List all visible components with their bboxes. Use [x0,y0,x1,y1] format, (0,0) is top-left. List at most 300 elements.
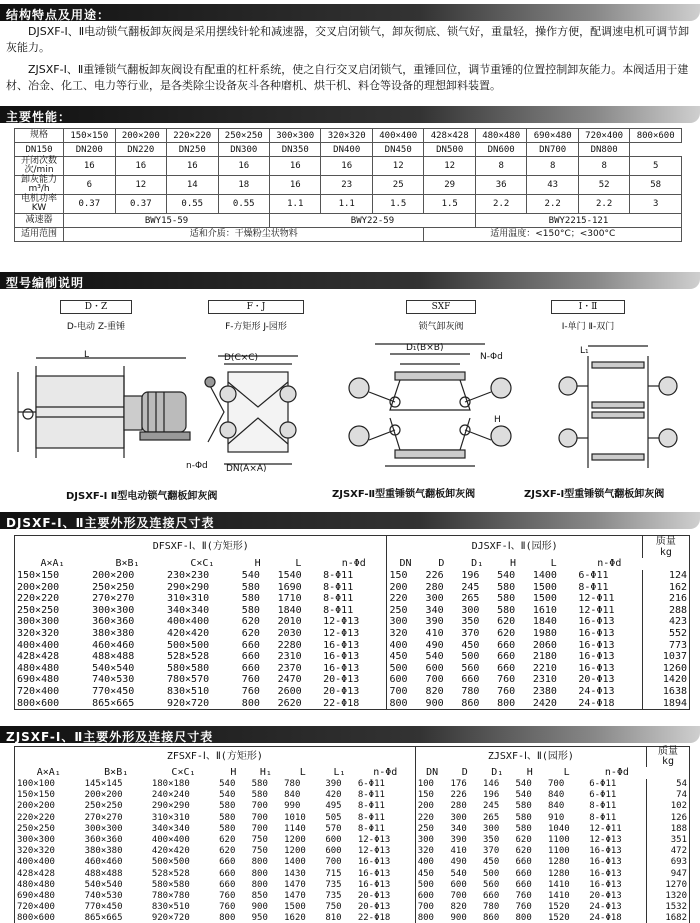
table-cell: 16-Φ13 [357,879,391,890]
table-cell: 8-Φ11 [589,812,617,823]
table-cell: 340×340 [151,823,190,834]
table-cell: 8-Φ11 [357,823,385,834]
table-cell: 16-Φ13 [578,651,615,663]
table-cell: 320×320 [17,627,60,639]
table-cell: 145×145 [84,779,123,789]
table-cell: 1200 [284,846,306,857]
perf-row-label: 规格 [15,129,64,143]
table-cell: 12-Φ11 [578,593,615,605]
table-cell: 310×310 [151,812,190,823]
table-row [15,869,690,880]
table-cell: 200×200 [84,790,123,801]
perf-cell: 0.55 [167,195,218,214]
table-cell: 1500 [532,581,557,593]
table-cell: 1420 [642,674,689,686]
table-cell: 22-Φ18 [323,697,360,709]
table-cell: 600 [387,674,424,686]
perf-cell: DN450 [372,143,423,157]
table-cell: 690×480 [17,674,60,686]
table-cell: 428×428 [17,651,60,663]
table-cell: 400×400 [17,857,55,868]
table-cell: 1610 [532,604,557,616]
table-cell: 620 [219,846,236,857]
column-header: D₁ [471,558,484,570]
table-cell: 700 [415,902,448,913]
table-cell: 620 [241,627,260,639]
table-cell: 8-Φ11 [323,593,354,605]
perf-cell: 43 [527,176,578,195]
table-cell: 490 [450,857,467,868]
table-cell: 947 [647,869,690,880]
table-cell: 600 [325,835,342,846]
table-cell: 380×380 [84,846,123,857]
table-cell: 1320 [647,891,690,902]
table-cell: 320 [387,628,424,640]
perf-cell: 12 [424,157,475,176]
perf-cell: DN400 [321,143,372,157]
table-cell: 8-Φ11 [357,790,385,801]
column-header: n-Φd [373,767,398,779]
electric-valve-drawing [14,352,204,472]
table-cell: 1260 [642,663,689,675]
table-cell: 450 [461,639,480,651]
table-cell: 1470 [284,879,306,890]
table-cell: 500×500 [151,857,190,868]
features-paragraph-2: ZJSXF-Ⅰ、Ⅱ重锤锁气翻板卸灰阀设有配重的杠杆系统，使之自行交叉启闭锁气，重锤回位，调节重锤的位置控制卸灰能力。本阀适用于建材、冶金、化工、电力等行业，是各类除尘设备灰斗各种磨机、烘干机、料仓等设备的理想卸料装置。 [6,63,689,92]
drawing-label-N: N-Φd [480,352,503,362]
table-cell: 580 [497,604,516,616]
table-cell: 102 [647,801,690,812]
table-cell: 1840 [532,616,557,628]
perf-cell: 16 [218,157,269,176]
model-box-type: SXF [406,300,476,314]
table-row [15,698,690,710]
table-cell: 900 [425,697,444,709]
table-cell: 500 [461,651,480,663]
table-cell: 220 [387,593,424,605]
drawing-label-D: D(C×C) [224,353,259,363]
table-cell: 22-Φ18 [357,913,391,923]
table-cell: 760 [497,685,516,697]
table-cell: 423 [642,616,689,628]
counterweight-valve-single-drawing [548,342,688,472]
table-cell: 693 [647,857,690,868]
table-cell: 700 [548,779,565,789]
table-cell: 840 [284,790,301,801]
table-row [15,663,690,675]
perf-cell: 23 [321,176,372,195]
table-cell: 2280 [277,639,302,651]
column-header: H [230,767,237,779]
table-cell: 8-Φ11 [357,801,385,812]
table-cell: 400×400 [17,639,60,651]
table-cell: 800 [251,879,268,890]
table-cell: 340 [450,823,467,834]
table-cell: 1682 [647,913,690,923]
column-header: DN [415,767,448,779]
perf-cell: 29 [424,176,475,195]
table-cell: 176 [450,779,467,789]
table-cell: 54 [647,779,690,790]
table-cell: 660 [483,891,500,902]
table-cell: 580 [251,779,268,789]
table-cell: 8-Φ11 [578,581,609,593]
scope-temp: 适用温度：<150°C；<300°C [424,228,682,242]
table-cell: 700 [251,823,268,834]
table-cell: 410 [425,627,444,639]
perf-cell: DN600 [475,143,526,157]
table-cell: 290×290 [166,581,210,593]
perf-cell: 0.55 [218,195,269,214]
table-cell: 196 [461,570,480,581]
table-cell: 300 [415,835,448,846]
table-cell: 300 [461,604,480,616]
table-cell: 16-Φ13 [578,616,615,628]
table-cell: 780 [483,902,500,913]
table-cell: 560 [483,879,500,890]
table-cell: 2420 [532,697,557,709]
column-header: D [438,558,445,570]
column-header: A×A₁ [36,767,61,779]
table-cell: 780×570 [166,674,210,686]
table-row [15,813,690,824]
table-cell: 700 [425,674,444,686]
table-cell: 300×300 [92,604,135,616]
perf-spec-cell: 800×600 [630,129,682,143]
table-cell: 250×250 [17,604,60,616]
perf-cell: DN250 [167,143,218,157]
table-cell: 380×380 [92,627,135,639]
table-cell: 24-Φ13 [578,685,615,697]
table-header-row [15,558,690,570]
table-cell: 528×528 [151,868,190,879]
column-header: B×B₁ [104,767,129,779]
table-cell: 12-Φ11 [578,604,615,616]
table-cell: 280 [425,581,444,593]
table-cell: 340 [425,604,444,616]
scope-medium: 适和介质：干燥粉尘状物料 [64,228,424,242]
table-cell: 660 [241,639,260,651]
table-cell: 620 [497,616,516,628]
table-cell: 2470 [277,674,302,686]
table-cell: 1980 [532,627,557,639]
table-cell: 270×270 [92,593,135,605]
table-row [15,824,690,835]
perf-cell: 1.1 [321,195,372,214]
table-cell: 16-Φ13 [323,651,360,663]
table-cell: 660 [241,662,260,674]
table-cell: 500×500 [166,639,210,651]
perf-cell: 14 [167,176,218,195]
perf-cell: 2.2 [475,195,526,214]
perf-row-label: 减速器 [15,214,64,228]
table-cell: 100 [415,779,448,790]
table-cell: 540×540 [92,662,135,674]
table-cell: 660 [219,879,236,890]
table-cell: 1037 [642,651,689,663]
table-cell: 1620 [284,913,306,923]
perf-cell: DN200 [64,143,115,157]
perf-cell: 12 [372,157,423,176]
perf-cell: 2.2 [578,195,629,214]
column-header: L₁ [333,767,346,779]
table-cell: 1894 [642,698,689,710]
table-cell: 226 [425,570,444,581]
column-header: D [461,767,468,779]
table-cell: 410 [450,846,467,857]
table-cell: 580 [241,581,260,593]
section-header-dj-table: DJSXF-Ⅰ、Ⅱ主要外形及连接尺寸表 [0,512,700,529]
perf-spec-cell: 200×200 [115,129,166,143]
model-desc-shape: F-方矩形 J-园形 [225,322,287,332]
perf-cell: 16 [270,157,321,176]
performance-table [14,128,682,242]
table-cell: 16-Φ13 [357,868,391,879]
table-cell: 16-Φ13 [357,857,391,868]
perf-cell: 16 [270,176,321,195]
table-cell: 1400 [284,857,306,868]
table-cell: 580 [515,801,532,812]
table-cell: 690×480 [17,891,55,902]
table-cell: 100×100 [17,779,55,789]
column-header: A×A₁ [40,558,65,570]
table-cell: 370 [461,627,480,639]
table-cell: 735 [325,891,342,902]
table-cell: 580 [219,812,236,823]
perf-cell: 8 [475,157,526,176]
perf-row [15,157,682,176]
table-cell: 400 [387,640,424,652]
table-cell: 865×665 [92,697,135,709]
table-cell: 2210 [532,662,557,674]
perf-row [15,176,682,195]
reducer-cell: BWY2215-121 [475,214,681,228]
table-cell: 1200 [284,835,306,846]
table-row [15,616,690,628]
table-cell: 580 [219,801,236,812]
perf-cell: 16 [167,157,218,176]
perf-cell: 2.2 [527,195,578,214]
perf-cell: DN350 [270,143,321,157]
table-cell: 428×428 [17,868,55,879]
table-row [15,790,690,801]
perf-cell: 1.5 [424,195,475,214]
zj-group-right: ZJSXF-Ⅰ、Ⅱ(园形) [415,747,646,768]
model-box-door: Ⅰ・Ⅱ [551,300,625,314]
table-cell: 320×320 [17,846,55,857]
table-cell: 580 [241,604,260,616]
table-cell: 200×200 [92,570,135,581]
perf-row-label: 适用范围 [15,228,64,242]
column-header: L [299,767,306,779]
table-row [15,880,690,891]
table-cell: 2060 [532,639,557,651]
table-cell: 900 [251,902,268,913]
perf-cell: 1.1 [270,195,321,214]
table-cell: 500 [483,868,500,879]
table-cell: 150×150 [17,570,60,581]
table-cell: 760 [219,891,236,902]
table-cell: 360×360 [92,616,135,628]
perf-cell: DN150 [15,143,64,157]
table-cell: 350 [461,616,480,628]
table-cell: 200 [415,801,448,812]
table-cell: 570 [325,823,342,834]
table-cell: 505 [325,812,342,823]
table-cell: 126 [647,813,690,824]
perf-spec-cell: 300×300 [270,129,321,143]
table-cell: 760 [515,902,532,913]
table-cell: 124 [642,570,689,582]
perf-cell: 12 [115,176,166,195]
square-valve-drawing [188,352,308,472]
table-cell: 580 [515,823,532,834]
table-cell: 500 [387,663,424,675]
table-cell: 1040 [548,823,570,834]
table-cell: 740×530 [84,891,123,902]
table-cell: 24-Φ18 [578,697,615,709]
table-cell: 300 [483,823,500,834]
table-row [15,628,690,640]
table-cell: 865×665 [84,913,123,923]
table-cell: 720×400 [17,685,60,697]
table-cell: 245 [461,581,480,593]
table-cell: 540 [241,570,260,581]
caption-counterweight-single: ZJSXF-Ⅰ型重锤锁气翻板卸灰阀 [524,489,665,500]
table-cell: 12-Φ13 [357,846,391,857]
table-cell: 1400 [532,570,557,581]
perf-cell: 16 [64,157,115,176]
perf-cell: DN500 [424,143,475,157]
table-row [15,593,690,605]
table-row [15,582,690,594]
table-cell: 1540 [277,570,302,581]
table-cell: 1140 [284,823,306,834]
table-cell: 660 [219,868,236,879]
table-cell: 800×600 [17,697,60,709]
table-cell: 300×300 [17,835,55,846]
section-header-performance: 主要性能： [0,106,700,123]
zj-group-left: ZFSXF-Ⅰ、Ⅱ(方矩形) [166,751,263,763]
drawing-label-D1: D₁(B×B) [406,343,444,353]
table-cell: 288 [642,605,689,617]
table-cell: 488×488 [92,651,135,663]
table-cell: 8-Φ11 [323,570,354,581]
table-cell: 250×250 [84,801,123,812]
perf-cell: 58 [630,176,682,195]
table-cell: 580 [241,593,260,605]
table-cell: 16-Φ13 [578,662,615,674]
table-cell: 2010 [277,616,302,628]
table-cell: 200×200 [17,801,55,812]
table-cell: 540×540 [84,879,123,890]
table-cell: 840 [548,790,565,801]
table-cell: 700 [387,686,424,698]
table-cell: 580 [497,581,516,593]
perf-reducer-row [15,214,682,228]
perf-cell: 16 [321,157,372,176]
table-cell: 320 [415,846,448,857]
table-cell: 1280 [548,857,570,868]
table-cell: 540 [219,790,236,801]
table-cell: 12-Φ13 [589,835,622,846]
table-cell: 20-Φ13 [357,902,391,913]
table-cell: 245 [483,801,500,812]
table-row [15,835,690,846]
table-row [15,674,690,686]
table-cell: 400×400 [166,616,210,628]
table-cell: 660 [241,651,260,663]
table-cell: 800 [515,913,532,923]
perf-row [15,143,682,157]
perf-cell: 0.37 [115,195,166,214]
table-cell: 860 [483,913,500,923]
table-cell: 200×200 [17,581,60,593]
table-cell: 460×460 [92,639,135,651]
reducer-cell: BWY22-59 [270,214,476,228]
table-cell: 2180 [532,651,557,663]
table-cell: 420×420 [166,627,210,639]
table-cell: 540 [450,868,467,879]
perf-spec-cell: 400×400 [372,129,423,143]
perf-cell: 18 [218,176,269,195]
table-cell: 230×230 [166,570,210,581]
table-cell: 1840 [277,604,302,616]
table-cell: 188 [647,824,690,835]
table-cell: 660 [497,639,516,651]
table-row [15,651,690,663]
table-cell: 660 [497,662,516,674]
table-cell: 340×340 [166,604,210,616]
table-cell: 1100 [548,835,570,846]
table-cell: 910 [548,812,565,823]
table-row [15,640,690,652]
table-cell: 390 [425,616,444,628]
table-cell: 780 [461,685,480,697]
table-cell: 580 [497,593,516,605]
table-cell: 20-Φ13 [323,685,360,697]
table-cell: 660 [219,857,236,868]
table-cell: 460×460 [84,857,123,868]
table-cell: 600 [415,891,448,902]
table-cell: 660 [497,651,516,663]
table-cell: 390 [325,779,342,789]
table-cell: 226 [450,790,467,801]
table-cell: 450 [415,869,448,880]
table-cell: 6-Φ11 [589,790,617,801]
section-header-zj-table: ZJSXF-Ⅰ、Ⅱ主要外形及连接尺寸表 [0,726,700,743]
column-header: L [563,767,570,779]
table-row [15,857,690,868]
table-cell: 1410 [548,879,570,890]
table-cell: 8-Φ11 [589,801,617,812]
table-cell: 1410 [548,891,570,902]
table-cell: 6-Φ11 [589,779,617,789]
dj-dimension-table [14,535,690,710]
model-desc-door: Ⅰ-单门 Ⅱ-双门 [561,322,615,332]
table-cell: 290×290 [151,801,190,812]
table-cell: 1010 [284,812,306,823]
table-cell: 220 [415,813,448,824]
caption-counterweight-double: ZJSXF-Ⅱ型重锤锁气翻板卸灰阀 [332,489,476,500]
perf-cell: 0.37 [64,195,115,214]
perf-cell: 3 [630,195,682,214]
table-cell: 720×400 [17,902,55,913]
table-cell: 8-Φ11 [323,604,354,616]
table-cell: 280 [450,801,467,812]
table-cell: 740×530 [92,674,135,686]
table-cell: 760 [241,685,260,697]
